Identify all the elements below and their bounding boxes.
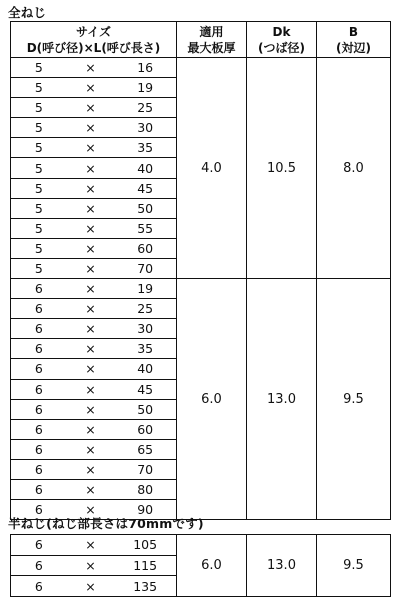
flange-diameter-cell: 10.5: [247, 58, 317, 279]
size-cell: [11, 339, 177, 359]
length-value: 60: [137, 421, 154, 437]
b-header: [317, 22, 391, 58]
diameter-value: 6: [34, 361, 43, 377]
length-value: 70: [137, 260, 154, 276]
times-symbol: ×: [85, 341, 96, 357]
size-cell: [11, 238, 177, 258]
diameter-value: 5: [34, 120, 43, 136]
diameter-value: 5: [34, 160, 43, 176]
diameter-value: 6: [34, 301, 43, 317]
times-symbol: ×: [85, 421, 96, 437]
diameter-value: 5: [34, 60, 43, 76]
size-cell: [11, 58, 177, 78]
full-thread-body: [11, 58, 391, 520]
length-value: 40: [137, 361, 154, 377]
length-value: 45: [137, 381, 154, 397]
times-symbol: ×: [85, 461, 96, 477]
times-symbol: ×: [85, 80, 96, 96]
diameter-value: 6: [34, 381, 43, 397]
half-thread-title: 半ねじ(ねじ部長さは70mmです): [8, 516, 204, 531]
diameter-value: 6: [34, 321, 43, 337]
size-cell: [11, 118, 177, 138]
size-cell: [11, 576, 177, 597]
diameter-value: 6: [34, 558, 43, 574]
size-cell: [11, 555, 177, 576]
table-row: [11, 535, 391, 556]
diameter-value: 6: [34, 341, 43, 357]
size-cell: [11, 258, 177, 278]
diameter-value: 5: [34, 80, 43, 96]
max-plate-thickness-cell: 6.0: [177, 535, 247, 597]
diameter-value: 5: [34, 260, 43, 276]
hex-width-cell: 9.5: [317, 535, 391, 597]
times-symbol: ×: [85, 180, 96, 196]
size-cell: [11, 399, 177, 419]
size-cell: [11, 535, 177, 556]
times-symbol: ×: [85, 100, 96, 116]
dk-header-line1: Dk: [272, 24, 291, 39]
size-cell: [11, 158, 177, 178]
times-symbol: ×: [85, 200, 96, 216]
size-cell: [11, 459, 177, 479]
length-value: 19: [137, 281, 154, 297]
half-thread-table: [10, 534, 391, 597]
max-plate-thickness-cell: 4.0: [177, 58, 247, 279]
times-symbol: ×: [85, 160, 96, 176]
size-header-line1: サイズ: [75, 24, 112, 39]
times-symbol: ×: [85, 361, 96, 377]
times-symbol: ×: [85, 321, 96, 337]
length-value: 35: [137, 341, 154, 357]
length-value: 70: [137, 461, 154, 477]
times-symbol: ×: [85, 240, 96, 256]
length-value: 40: [137, 160, 154, 176]
size-header: [11, 22, 177, 58]
hex-width-cell: 9.5: [317, 279, 391, 520]
plate-header: [177, 22, 247, 58]
length-value: 135: [133, 578, 158, 594]
length-value: 25: [137, 301, 154, 317]
diameter-value: 5: [34, 140, 43, 156]
times-symbol: ×: [85, 558, 96, 574]
length-value: 45: [137, 180, 154, 196]
size-cell: [11, 178, 177, 198]
times-symbol: ×: [85, 381, 96, 397]
size-cell: [11, 439, 177, 459]
full-thread-title: 全ねじ: [8, 5, 47, 20]
times-symbol: ×: [85, 140, 96, 156]
times-symbol: ×: [85, 578, 96, 594]
times-symbol: ×: [85, 482, 96, 498]
diameter-value: 6: [34, 578, 43, 594]
diameter-value: 6: [34, 441, 43, 457]
diameter-value: 6: [34, 502, 43, 518]
diameter-value: 6: [34, 482, 43, 498]
hex-width-cell: 8.0: [317, 58, 391, 279]
diameter-value: 5: [34, 220, 43, 236]
size-header-line2: D(呼び径)×L(呼び長さ): [26, 40, 161, 55]
plate-header-line1: 適用: [199, 24, 224, 39]
size-cell: [11, 379, 177, 399]
times-symbol: ×: [85, 502, 96, 518]
diameter-value: 6: [34, 401, 43, 417]
diameter-value: 5: [34, 100, 43, 116]
length-value: 60: [137, 240, 154, 256]
size-cell: [11, 138, 177, 158]
max-plate-thickness-cell: 6.0: [177, 279, 247, 520]
length-value: 50: [137, 401, 154, 417]
length-value: 16: [137, 60, 154, 76]
size-cell: [11, 198, 177, 218]
length-value: 80: [137, 482, 154, 498]
diameter-value: 6: [34, 461, 43, 477]
dk-header-line2: (つば径): [258, 40, 305, 55]
length-value: 25: [137, 100, 154, 116]
times-symbol: ×: [85, 220, 96, 236]
size-cell: [11, 359, 177, 379]
diameter-value: 5: [34, 240, 43, 256]
length-value: 55: [137, 220, 154, 236]
times-symbol: ×: [85, 281, 96, 297]
b-header-line1: B: [348, 24, 359, 39]
dk-header: [247, 22, 317, 58]
flange-diameter-cell: 13.0: [247, 279, 317, 520]
diameter-value: 6: [34, 281, 43, 297]
size-cell: [11, 279, 177, 299]
length-value: 90: [137, 502, 154, 518]
half-thread-body: [11, 535, 391, 597]
times-symbol: ×: [85, 260, 96, 276]
size-cell: [11, 218, 177, 238]
table-row: [11, 58, 391, 78]
flange-diameter-cell: 13.0: [247, 535, 317, 597]
times-symbol: ×: [85, 441, 96, 457]
length-value: 115: [133, 558, 158, 574]
header-row: [11, 22, 391, 58]
length-value: 30: [137, 321, 154, 337]
size-cell: [11, 419, 177, 439]
size-cell: [11, 98, 177, 118]
length-value: 50: [137, 200, 154, 216]
size-cell: [11, 479, 177, 499]
times-symbol: ×: [85, 401, 96, 417]
times-symbol: ×: [85, 301, 96, 317]
times-symbol: ×: [85, 537, 96, 553]
length-value: 35: [137, 140, 154, 156]
times-symbol: ×: [85, 120, 96, 136]
times-symbol: ×: [85, 60, 96, 76]
length-value: 105: [133, 537, 158, 553]
diameter-value: 5: [34, 180, 43, 196]
full-thread-table: [10, 21, 391, 520]
size-cell: [11, 319, 177, 339]
b-header-line2: (対辺): [336, 40, 371, 55]
diameter-value: 5: [34, 200, 43, 216]
diameter-value: 6: [34, 537, 43, 553]
table-row: [11, 279, 391, 299]
plate-header-line2: 最大板厚: [187, 40, 236, 55]
size-cell: [11, 299, 177, 319]
length-value: 19: [137, 80, 154, 96]
length-value: 30: [137, 120, 154, 136]
length-value: 65: [137, 441, 154, 457]
diameter-value: 6: [34, 421, 43, 437]
size-cell: [11, 78, 177, 98]
